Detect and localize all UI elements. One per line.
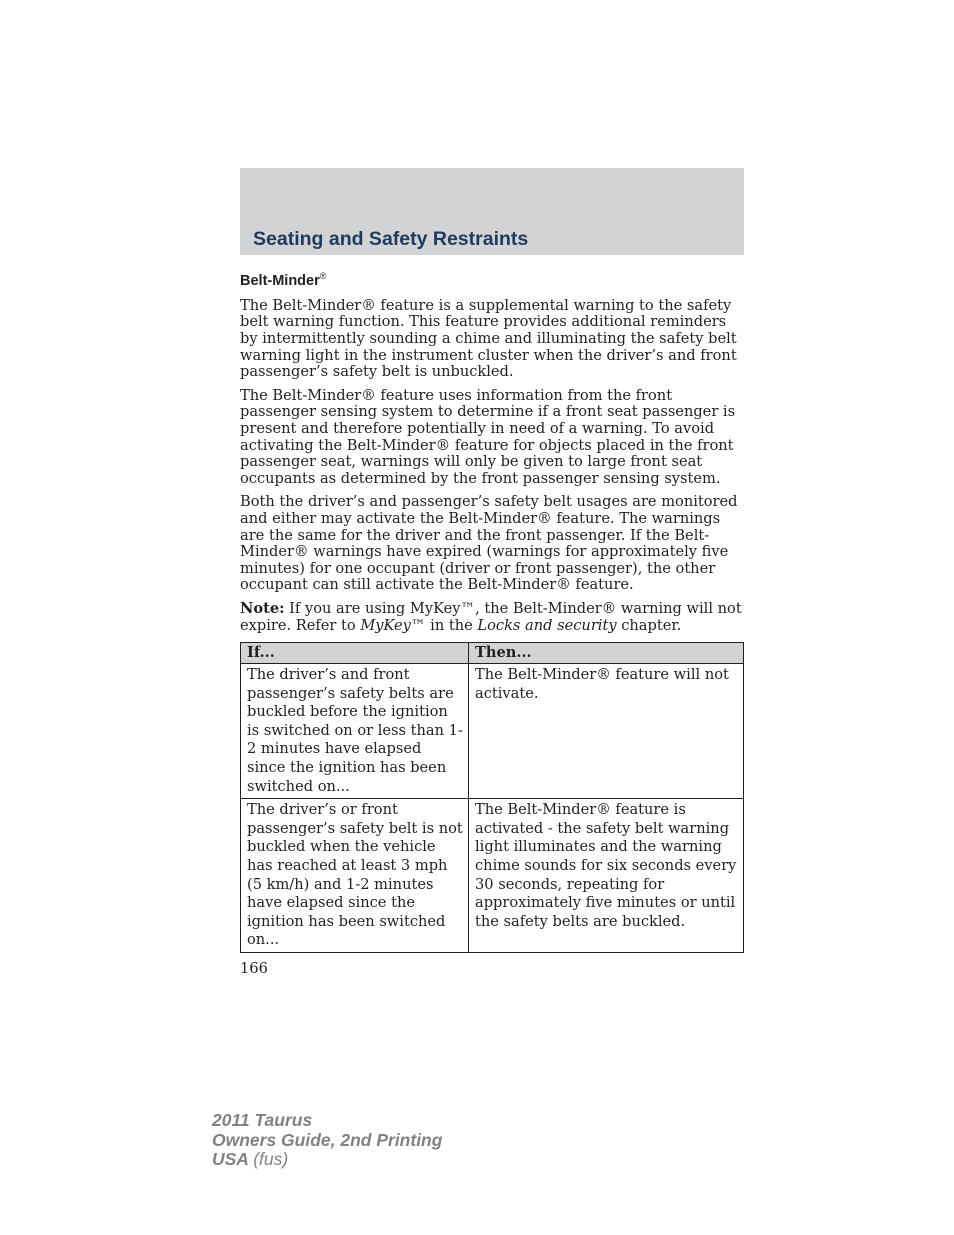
page-content [240,267,744,953]
table-row [241,799,744,953]
table-cell-if: The driver’s and front passenger’s safety belts are buckled before the ignition is switched on or less than 1-2 minutes have elapsed since the ignition has been switched on... [241,664,469,799]
footer-region-main: USA [212,1149,249,1169]
table-cell-then: The Belt-Minder® feature is activated - the safety belt warning light illuminates and the warning chime sounds for six seconds every 30 seconds, repeating for approximately five minutes or until the safety belts are buckled. [469,799,744,953]
page-number: 166 [240,960,268,977]
table-row [241,664,744,799]
note-paragraph [240,601,744,634]
footer-region [212,1150,442,1170]
column-header-then: Then... [469,643,744,664]
table-header-row [241,643,744,664]
paragraph-3: Both the driver’s and passenger’s safety belt usages are monitored and either may activate the Belt-Minder® feature. The warnings are the same for the driver and the front passenger. If the Belt-Minder® warnings have expired (warnings for approximately five minutes) for one occupant (driver or front passenger), the other occupant can still activate the Belt-Minder® feature. [240,493,738,594]
paragraph-2: The Belt-Minder® feature uses information from the front passenger sensing system to determine if a front seat passenger is present and therefore potentially in need of a warning. To avoid activating the Belt-Minder® feature for objects placed in the front passenger seat, warnings will only be given to large front seat occupants as determined by the front passenger sensing system. [240,386,736,487]
footer-model: 2011 Taurus [212,1110,313,1130]
note-text-3: chapter. [616,616,682,634]
table-cell-if: The driver’s or front passenger’s safety belt is not buckled when the vehicle has reached at least 3 mph (5 km/h) and 1-2 minutes have elapsed since the ignition has been switched on... [241,799,469,953]
registered-mark: ® [319,271,327,281]
note-ref-mykey: MyKey™ [360,616,426,634]
note-text-2: in the [425,616,478,634]
column-header-if: If... [241,643,469,664]
note-ref-locks-and-security: Locks and security [477,616,617,634]
footer-edition: Owners Guide, 2nd Printing [212,1129,443,1150]
paragraph-1: The Belt-Minder® feature is a supplemental warning to the safety belt warning function. This feature provides additional reminders by intermittently sounding a chime and illuminating the safety belt warning light in the instrument cluster when the driver’s and front passenger’s safety belt is unbuckled. [240,296,737,381]
footer-region-code: (fus) [253,1149,289,1169]
note-text-1: If you are using MyKey™, the Belt-Minder® warning will not expire. Refer to [240,599,742,634]
section-title: Seating and Safety Restraints [253,228,529,250]
belt-minder-conditions-table [240,642,744,953]
table-cell-then: The Belt-Minder® feature will not activate. [469,664,744,799]
footer-publication-info [212,1111,442,1170]
belt-minder-heading [240,267,744,290]
note-label: Note: [240,599,285,617]
heading-text: Belt-Minder [240,272,320,289]
section-header-band [240,168,744,255]
